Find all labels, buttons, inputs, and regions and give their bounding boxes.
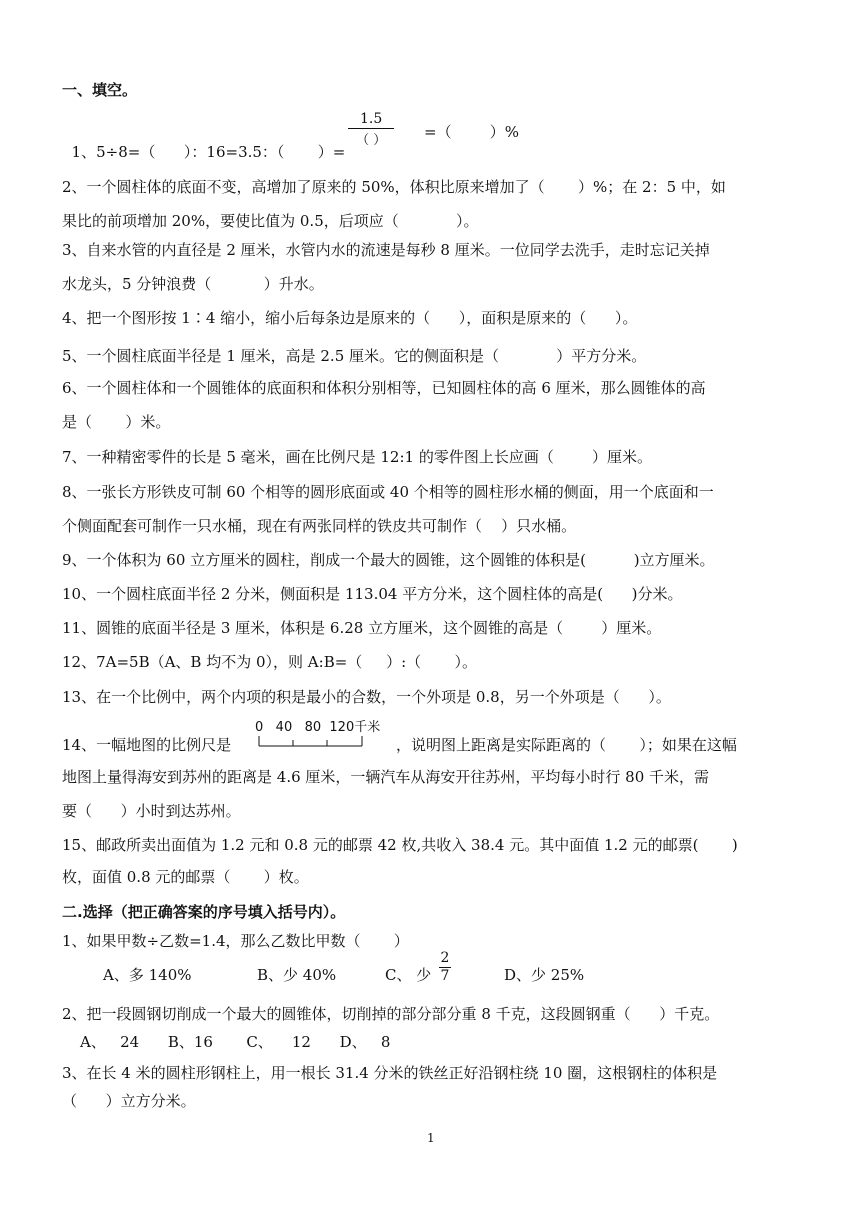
section-fill-heading: 一、填空。 (62, 81, 138, 99)
question-2-line-2: 果比的前项增加 20%，要使比值为 0.5，后项应（ ）。 (62, 212, 479, 230)
question-3-line-2: 水龙头，5 分钟浪费（ ）升水。 (62, 275, 324, 293)
choice-1: 1、如果甲数÷乙数=1.4，那么乙数比甲数（ ） (62, 932, 409, 950)
question-14-line-3: 要（ ）小时到达苏州。 (62, 802, 241, 820)
question-6-line-1: 6、一个圆柱体和一个圆锥体的底面积和体积分别相等，已知圆柱体的高 6 厘米，那么圆锥体的高 (62, 379, 706, 397)
question-5: 5、一个圆柱底面半径是 1 厘米，高是 2.5 厘米。它的侧面积是（ ）平方分米。 (62, 347, 647, 365)
choice-3-line-1: 3、在长 4 米的圆柱形钢柱上，用一根长 31.4 分米的铁丝正好沿钢柱绕 10 圈，这根钢柱的体积是 (62, 1064, 718, 1082)
choice-1-fraction-numerator: 2 (440, 950, 450, 966)
question-4: 4、把一个图形按 1∶4 缩小，缩小后每条边是原来的（ ），面积是原来的（ ）。 (62, 309, 638, 327)
page-number: 1 (427, 1131, 435, 1145)
choice-2: 2、把一段圆钢切削成一个最大的圆锥体，切削掉的部分部分重 8 千克，这段圆钢重（ ）千克。 (62, 1005, 720, 1023)
question-11: 11、圆锥的底面半径是 3 厘米，体积是 6.28 立方厘米，这个圆锥的高是（ ）厘米。 (62, 619, 662, 637)
q1-prefix: 1、5÷8=（ ）：16=3.5：（ ）= (71, 143, 346, 161)
choice-1-option-c: C、 少 (385, 966, 432, 984)
choice-1-option-d: D、少 25% (504, 966, 585, 984)
question-3-line-1: 3、自来水管的内直径是 2 厘米，水管内水的流速是每秒 8 厘米。一位同学去洗手，走时忘记关掉 (62, 241, 710, 259)
question-2-line-1: 2、一个圆柱体的底面不变，高增加了原来的 50%，体积比原来增加了（ ）%；在 2：5 中，如 (62, 178, 726, 196)
question-8-line-1: 8、一张长方形铁皮可制 60 个相等的圆形底面或 40 个相等的圆柱形水桶的侧面，用一个底面和一 (62, 483, 714, 501)
question-9: 9、一个体积为 60 立方厘米的圆柱，削成一个最大的圆锥，这个圆锥的体积是( )立方厘米。 (62, 551, 715, 569)
question-12: 12、7A=5B（A、B 均不为 0），则 A:B=（ ）:（ ）。 (62, 653, 478, 671)
question-7: 7、一种精密零件的长是 5 毫米，画在比例尺是 12:1 的零件图上长应画（ ）厘米。 (62, 448, 652, 466)
question-14-line-1-prefix: 14、一幅地图的比例尺是 (62, 736, 232, 754)
question-6-line-2: 是（ ）米。 (62, 413, 171, 431)
scale-bar (255, 716, 405, 750)
choice-1-fraction-denominator: 7 (440, 968, 450, 984)
q1-fraction (348, 111, 394, 148)
q1-fraction-denominator: （ ） (356, 133, 387, 148)
choice-2-options: A、 24 B、16 C、 12 D、 8 (80, 1033, 391, 1051)
choice-1-fraction (439, 950, 451, 985)
choice-1-option-b: B、少 40% (257, 966, 337, 984)
scale-bar-ruler (258, 734, 368, 748)
question-13: 13、在一个比例中，两个内项的积是最小的合数，一个外项是 0.8，另一个外项是（ ）。 (62, 688, 671, 706)
question-8-line-2: 个侧面配套可制作一只水桶，现在有两张同样的铁皮共可制作（ ）只水桶。 (62, 517, 577, 535)
question-14-line-2: 地图上量得海安到苏州的距离是 4.6 厘米，一辆汽车从海安开往苏州，平均每小时行 80 千米，需 (62, 768, 710, 786)
choice-3-line-2: （ ）立方分米。 (62, 1092, 196, 1110)
q1-suffix: =（ ）% (424, 123, 519, 141)
question-14-line-1-suffix: ，说明图上距离是实际距离的（ ）；如果在这幅 (396, 736, 737, 754)
question-15-line-2: 枚，面值 0.8 元的邮票（ ）枚。 (62, 868, 309, 886)
choice-1-option-a: A、多 140% (103, 966, 192, 984)
question-1 (62, 122, 345, 162)
q1-fraction-numerator: 1.5 (348, 111, 394, 129)
question-15-line-1: 15、邮政所卖出面值为 1.2 元和 0.8 元的邮票 42 枚,共收入 38.4 元。其中面值 1.2 元的邮票( ) (62, 836, 738, 854)
question-10: 10、一个圆柱底面半径 2 分米，侧面积是 113.04 平方分米，这个圆柱体的高是( )分米。 (62, 585, 683, 603)
scale-bar-labels: 0 40 80 120千米 (255, 720, 381, 735)
section-choice-heading: 二.选择（把正确答案的序号填入括号内）。 (62, 903, 346, 921)
